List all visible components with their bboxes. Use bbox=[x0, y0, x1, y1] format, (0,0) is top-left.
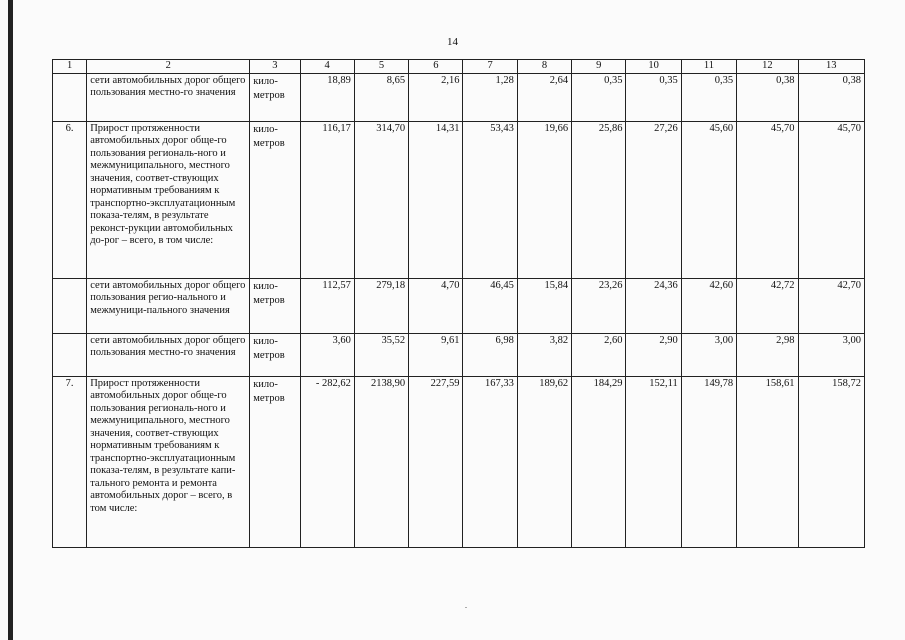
value-cell: 227,59 bbox=[409, 376, 463, 547]
table-row bbox=[53, 333, 865, 376]
value-cell: 27,26 bbox=[626, 121, 681, 278]
value-cell: 3,60 bbox=[300, 333, 354, 376]
value-cell: 152,11 bbox=[626, 376, 681, 547]
header-cell: 12 bbox=[737, 60, 798, 74]
value-cell: 189,62 bbox=[517, 376, 571, 547]
value-cell: 4,70 bbox=[409, 278, 463, 333]
scan-speck bbox=[465, 607, 467, 608]
unit-cell: кило-метров bbox=[250, 121, 300, 278]
value-cell: 112,57 bbox=[300, 278, 354, 333]
value-cell: 24,36 bbox=[626, 278, 681, 333]
indicator-name: сети автомобильных дорог общего пользования регио-нального и межмуници-пального значения bbox=[87, 278, 250, 333]
value-cell: 2,16 bbox=[409, 73, 463, 121]
table-row bbox=[53, 73, 865, 121]
value-cell: 53,43 bbox=[463, 121, 517, 278]
value-cell: 0,35 bbox=[572, 73, 626, 121]
value-cell: 2,90 bbox=[626, 333, 681, 376]
value-cell: 6,98 bbox=[463, 333, 517, 376]
unit-cell: кило-метров bbox=[250, 376, 300, 547]
value-cell: 14,31 bbox=[409, 121, 463, 278]
header-cell: 13 bbox=[798, 60, 865, 74]
header-cell: 7 bbox=[463, 60, 517, 74]
value-cell: 45,70 bbox=[798, 121, 865, 278]
header-row bbox=[53, 60, 865, 74]
value-cell: 167,33 bbox=[463, 376, 517, 547]
value-cell: 158,61 bbox=[737, 376, 798, 547]
table-row bbox=[53, 121, 865, 278]
header-cell: 6 bbox=[409, 60, 463, 74]
header-cell: 5 bbox=[354, 60, 408, 74]
value-cell: 3,82 bbox=[517, 333, 571, 376]
value-cell: 19,66 bbox=[517, 121, 571, 278]
unit-cell: кило-метров bbox=[250, 73, 300, 121]
row-number bbox=[53, 73, 87, 121]
value-cell: 3,00 bbox=[798, 333, 865, 376]
value-cell: 0,38 bbox=[798, 73, 865, 121]
value-cell: 25,86 bbox=[572, 121, 626, 278]
header-cell: 2 bbox=[87, 60, 250, 74]
indicator-name: сети автомобильных дорог общего пользования местно-го значения bbox=[87, 73, 250, 121]
value-cell: 18,89 bbox=[300, 73, 354, 121]
unit-cell: кило-метров bbox=[250, 278, 300, 333]
table-row bbox=[53, 376, 865, 547]
header-cell: 10 bbox=[626, 60, 681, 74]
row-number: 6. bbox=[53, 121, 87, 278]
value-cell: 42,60 bbox=[681, 278, 736, 333]
value-cell: 314,70 bbox=[354, 121, 408, 278]
row-number bbox=[53, 333, 87, 376]
row-number: 7. bbox=[53, 376, 87, 547]
value-cell: 35,52 bbox=[354, 333, 408, 376]
unit-cell: кило-метров bbox=[250, 333, 300, 376]
value-cell: 2,64 bbox=[517, 73, 571, 121]
indicator-name: Прирост протяженности автомобильных дорог обще-го пользования региональ-ного и межмуниципального, местного значения, соответ-ствующих нормативным требованиям к транспортно-эксплуатационным показа-телям, в результате капи-тального ремонта и ремонта автомобильных дорог – всего, в том числе: bbox=[87, 376, 250, 547]
value-cell: 2,60 bbox=[572, 333, 626, 376]
indicator-name: Прирост протяженности автомобильных дорог обще-го пользования региональ-ного и межмуниципального, местного значения, соответ-ствующих нормативным требованиям к транспортно-эксплуатационным показа-телям, в результате реконст-рукции автомобильных до-рог – всего, в том числе: bbox=[87, 121, 250, 278]
value-cell: 0,35 bbox=[626, 73, 681, 121]
value-cell: 158,72 bbox=[798, 376, 865, 547]
table-row bbox=[53, 278, 865, 333]
header-cell: 3 bbox=[250, 60, 300, 74]
indicator-name: сети автомобильных дорог общего пользования местно-го значения bbox=[87, 333, 250, 376]
value-cell: 184,29 bbox=[572, 376, 626, 547]
header-cell: 8 bbox=[517, 60, 571, 74]
value-cell: 45,60 bbox=[681, 121, 736, 278]
value-cell: 42,72 bbox=[737, 278, 798, 333]
value-cell: 3,00 bbox=[681, 333, 736, 376]
value-cell: 2,98 bbox=[737, 333, 798, 376]
value-cell: 0,35 bbox=[681, 73, 736, 121]
value-cell: - 282,62 bbox=[300, 376, 354, 547]
value-cell: 149,78 bbox=[681, 376, 736, 547]
header-cell: 4 bbox=[300, 60, 354, 74]
value-cell: 9,61 bbox=[409, 333, 463, 376]
header-cell: 11 bbox=[681, 60, 736, 74]
header-cell: 1 bbox=[53, 60, 87, 74]
header-cell: 9 bbox=[572, 60, 626, 74]
value-cell: 23,26 bbox=[572, 278, 626, 333]
value-cell: 15,84 bbox=[517, 278, 571, 333]
page-number: 14 bbox=[447, 36, 458, 48]
value-cell: 2138,90 bbox=[354, 376, 408, 547]
value-cell: 116,17 bbox=[300, 121, 354, 278]
scan-left-edge bbox=[8, 0, 13, 640]
row-number bbox=[53, 278, 87, 333]
value-cell: 8,65 bbox=[354, 73, 408, 121]
value-cell: 279,18 bbox=[354, 278, 408, 333]
value-cell: 0,38 bbox=[737, 73, 798, 121]
value-cell: 45,70 bbox=[737, 121, 798, 278]
value-cell: 46,45 bbox=[463, 278, 517, 333]
value-cell: 42,70 bbox=[798, 278, 865, 333]
value-cell: 1,28 bbox=[463, 73, 517, 121]
indicator-table bbox=[52, 59, 865, 548]
